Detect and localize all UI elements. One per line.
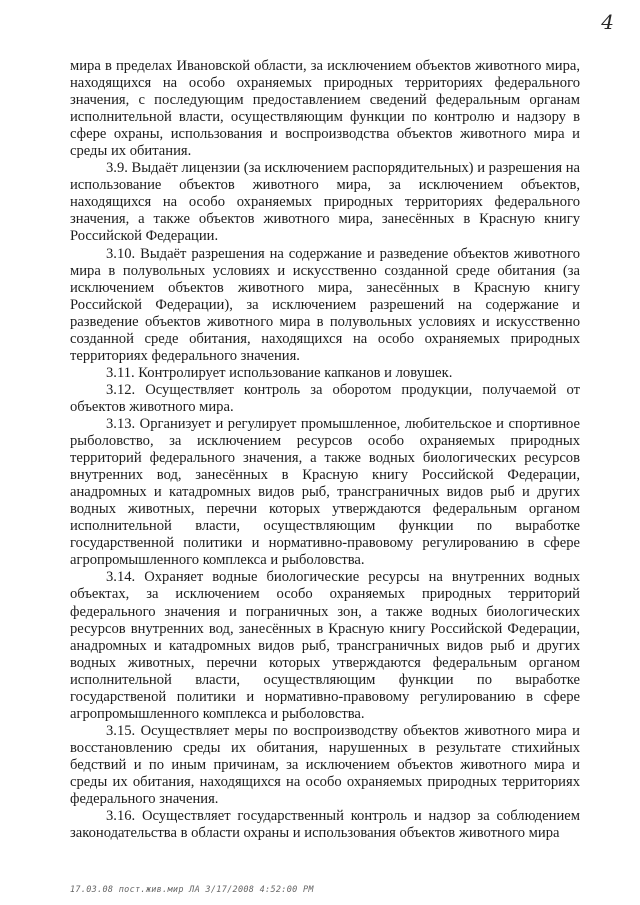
document-footer: 17.03.08 пост.жив.мир ЛА 3/17/2008 4:52:00 PM bbox=[70, 885, 314, 895]
paragraph-3-12: 3.12. Осуществляет контроль за оборотом продукции, получаемой от объектов животного мира. bbox=[70, 381, 580, 415]
document-body bbox=[70, 58, 580, 842]
paragraph-3-14: 3.14. Охраняет водные биологические ресурсы на внутренних водных объектах, за исключением особо охраняемых природных территорий федерального значения и пограничных зон, а также водных биологических ресурсов внутренних вод, занесённых в Красную книгу Российской Федерации, анадромных и катадромных видов рыб, трансграничных видов рыб и других водных животных, перечни которых утверждаются федеральным органом исполнительной власти, осуществляющим функции по выработке государственой политики и нормативно-правовому регулированию в сфере агропромышленного комплекса и рыболовства. bbox=[70, 569, 580, 722]
page-number: 4 bbox=[601, 10, 614, 34]
paragraph-3-10: 3.10. Выдаёт разрешения на содержание и разведение объектов животного мира в полувольных условиях и искусственно созданной среде обитания (за исключением объектов животного мира, занесённых в Красную книгу Российской Федерации), за исключением разрешений на содержание и разведение объектов животного мира в полувольных условиях и искусственно созданной среде обитания, находящихся на особо охраняемых природных территориях федерального значения. bbox=[70, 245, 580, 364]
paragraph-3-16: 3.16. Осуществляет государственный контроль и надзор за соблюдением законодательства в области охраны и использования объектов животного мира bbox=[70, 808, 580, 842]
paragraph-3-9: 3.9. Выдаёт лицензии (за исключением распорядительных) и разрешения на использование объектов животного мира, за исключением объектов, находящихся на особо охраняемых природных территориях федерального значения, а также объектов животного мира, занесённых в Красную книгу Российской Федерации. bbox=[70, 160, 580, 245]
paragraph-3-13: 3.13. Организует и регулирует промышленное, любительское и спортивное рыболовство, за исключением ресурсов особо охраняемых природных территорий федерального значения, а также водных биологических ресурсов внутренних вод, занесённых в Красную книгу Российской Федерации, анадромных и катадромных видов рыб, трансграничных видов рыб и других водных животных, перечни которых утверждаются федеральным органом исполнительной власти, осуществляющим функции по выработке государственной политики и нормативно-правовому регулированию в сфере агропромышленного комплекса и рыболовства. bbox=[70, 415, 580, 569]
paragraph-3-11: 3.11. Контролирует использование капканов и ловушек. bbox=[106, 364, 453, 381]
paragraph-3-15: 3.15. Осуществляет меры по воспроизводству объектов животного мира и восстановлению среды их обитания, нарушенных в результате стихийных бедствий и по иным причинам, за исключением объектов животного мира и среды их обитания, находящихся на особо охраняемых природных территориях федерального значения. bbox=[70, 722, 580, 808]
paragraph-continuation: мира в пределах Ивановской области, за исключением объектов животного мира, находящихся на особо охраняемых природных территориях федерального значения, с последующим предоставлением сведений федеральным органам исполнительной власти, осуществляющим функции по контролю и надзору в сфере охраны, использования и воспроизводства объектов животного мира и среды их обитания. bbox=[70, 58, 580, 160]
